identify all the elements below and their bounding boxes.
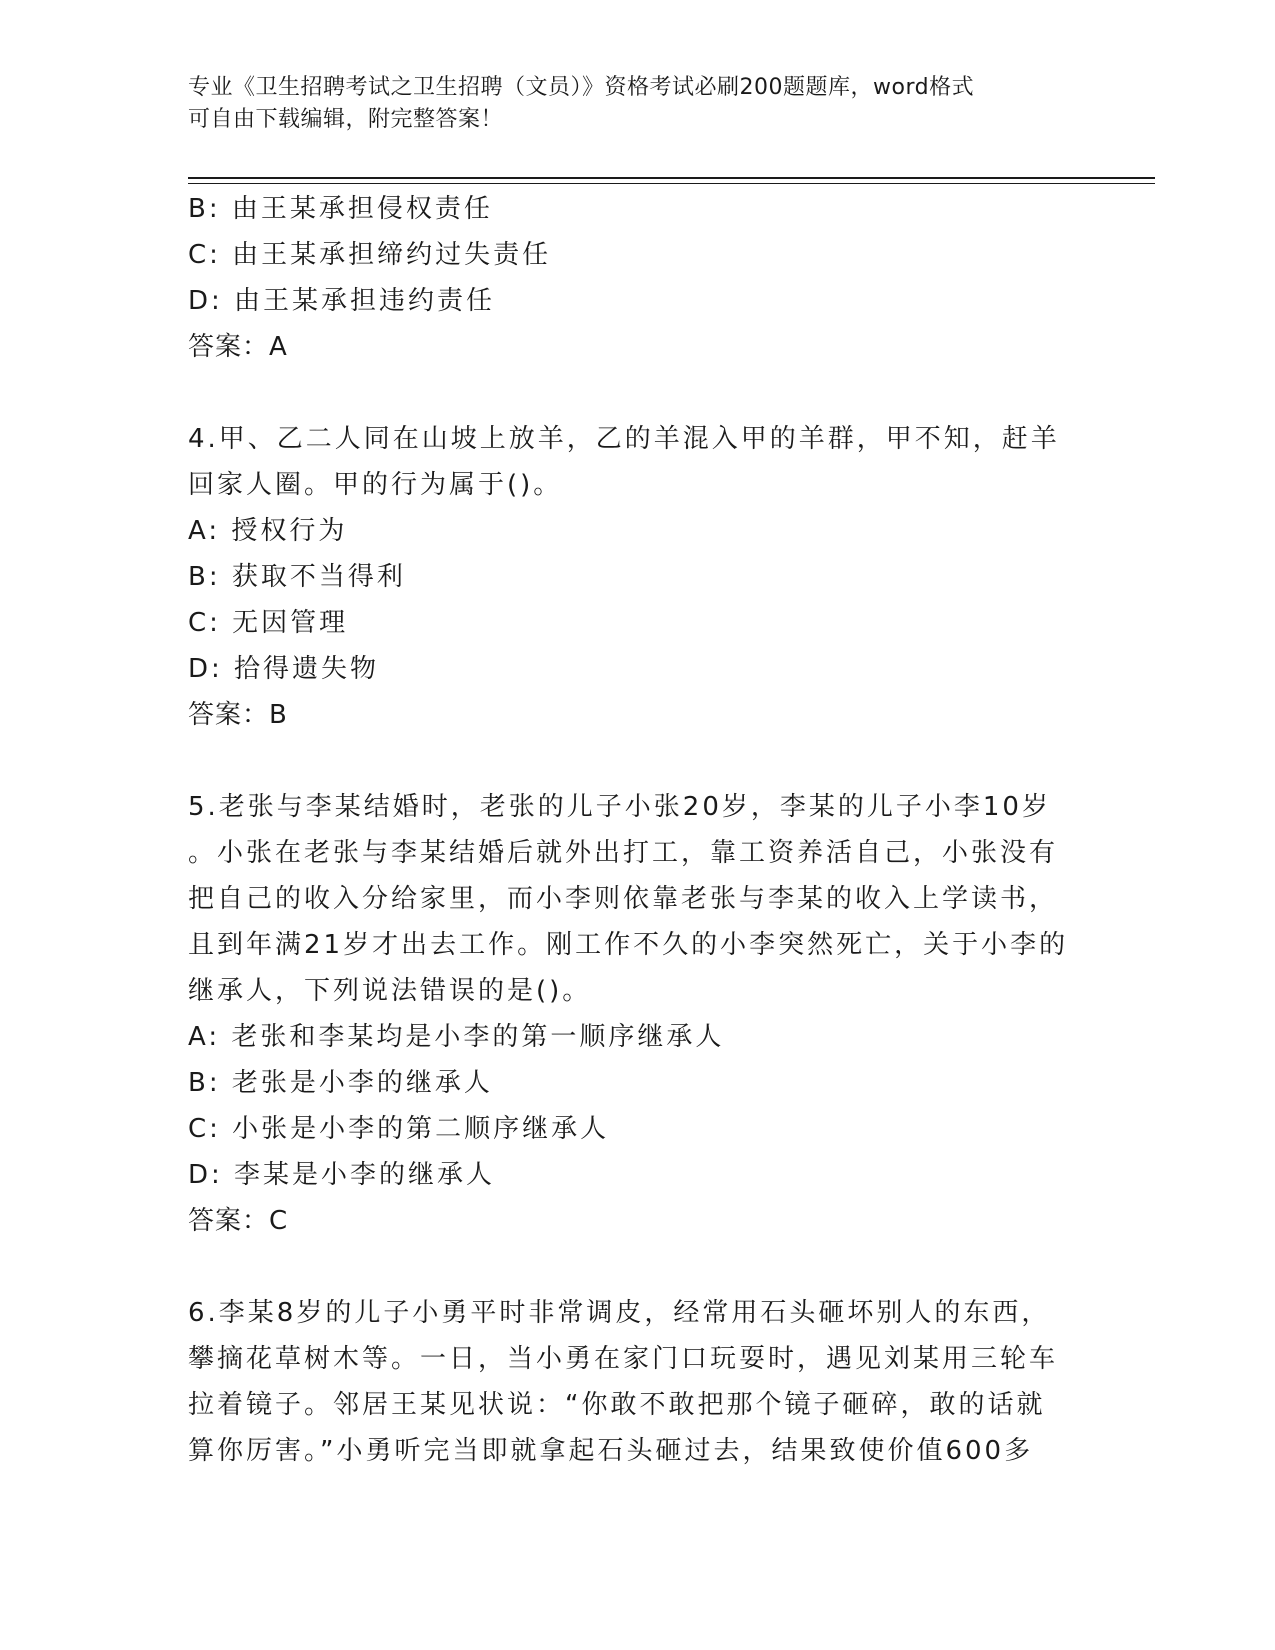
option-b: B: 由王某承担侵权责任: [188, 194, 493, 224]
question-stem-line: 算你厉害。”小勇听完当即就拿起石头砸过去，结果致使价值600多: [188, 1436, 1034, 1466]
document-header: [188, 72, 1088, 136]
question-stem-line: 拉着镜子。邻居王某见状说：“你敢不敢把那个镜子砸碎，敢的话就: [188, 1390, 1046, 1420]
question-stem-line: 6.李某8岁的儿子小勇平时非常调皮，经常用石头砸坏别人的东西，: [188, 1298, 1051, 1328]
option-a: A: 授权行为: [188, 516, 348, 546]
option-a: A: 老张和李某均是小李的第一顺序继承人: [188, 1022, 725, 1052]
question-content: [188, 186, 1068, 1474]
question-spacer: [188, 370, 1068, 416]
option-d: D: 拾得遗失物: [188, 654, 380, 684]
answer-line: 答案：B: [188, 700, 288, 730]
question-stem: [188, 416, 1068, 508]
question-stem-line: 5.老张与李某结婚时，老张的儿子小张20岁，李某的儿子小李10岁: [188, 792, 1051, 822]
answer-line: 答案：A: [188, 332, 288, 362]
question-stem-line: 把自己的收入分给家里，而小李则依靠老张与李某的收入上学读书，: [188, 884, 1059, 914]
header-title-line-1: 专业《卫生招聘考试之卫生招聘（文员）》资格考试必刷200题题库，word格式: [188, 75, 975, 100]
option-b: B: 获取不当得利: [188, 562, 406, 592]
header-divider-thin: [188, 183, 1155, 184]
option-b: B: 老张是小李的继承人: [188, 1068, 493, 1098]
question-stem: [188, 1290, 1068, 1474]
question-4: [188, 416, 1068, 738]
option-c: C: 小张是小李的第二顺序继承人: [188, 1114, 610, 1144]
question-spacer: [188, 738, 1068, 784]
question-stem-line: 。小张在老张与李某结婚后就外出打工，靠工资养活自己，小张没有: [188, 838, 1059, 868]
option-d: D: 李某是小李的继承人: [188, 1160, 496, 1190]
question-stem-line: 回家人圈。甲的行为属于()。: [188, 470, 563, 500]
answer-line: 答案：C: [188, 1206, 289, 1236]
question-6: [188, 1290, 1068, 1474]
question-3-tail: [188, 186, 1068, 370]
option-c: C: 无因管理: [188, 608, 349, 638]
question-stem-line: 攀摘花草树木等。一日，当小勇在家门口玩耍时，遇见刘某用三轮车: [188, 1344, 1059, 1374]
question-stem-line: 继承人，下列说法错误的是()。: [188, 976, 592, 1006]
question-stem-line: 4.甲、乙二人同在山坡上放羊，乙的羊混入甲的羊群，甲不知，赶羊: [188, 424, 1060, 454]
option-c: C: 由王某承担缔约过失责任: [188, 240, 552, 270]
option-d: D: 由王某承担违约责任: [188, 286, 496, 316]
header-divider-thick: [188, 177, 1155, 179]
question-stem-line: 且到年满21岁才出去工作。刚工作不久的小李突然死亡，关于小李的: [188, 930, 1069, 960]
question-spacer: [188, 1244, 1068, 1290]
question-5: [188, 784, 1068, 1244]
question-stem: [188, 784, 1068, 1014]
header-title-line-2: 可自由下载编辑，附完整答案！: [188, 107, 504, 132]
